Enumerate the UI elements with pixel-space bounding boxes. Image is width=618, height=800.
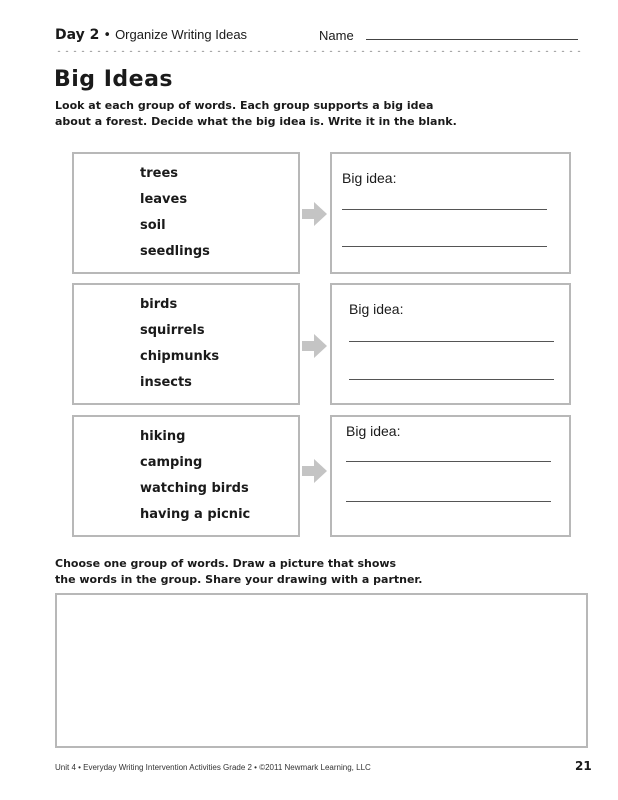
word-item: squirrels (140, 323, 205, 338)
big-idea-label: Big idea: (349, 301, 404, 317)
right-arrow-icon (300, 200, 330, 228)
word-item: watching birds (140, 481, 249, 496)
instructions-line: Look at each group of words. Each group supports a big idea (55, 99, 434, 112)
big-idea-box (330, 415, 571, 537)
word-item: seedlings (140, 244, 210, 259)
big-idea-box (330, 283, 571, 405)
page-footer: Unit 4 • Everyday Writing Intervention Activities Grade 2 • ©2011 Newmark Learning, LLC (55, 763, 371, 772)
answer-line[interactable] (346, 501, 551, 502)
big-idea-label: Big idea: (342, 170, 397, 186)
page-title: Big Ideas (54, 67, 174, 92)
word-item: camping (140, 455, 203, 470)
word-item: having a picnic (140, 507, 251, 522)
word-item: trees (140, 166, 178, 181)
name-label: Name (319, 28, 354, 43)
drawing-instructions (55, 556, 525, 588)
drawing-area[interactable] (55, 593, 588, 748)
day-label: Day 2 (55, 27, 100, 43)
header-bullet: • (103, 28, 112, 43)
word-item: birds (140, 297, 178, 312)
right-arrow-icon (300, 457, 330, 485)
word-group-box (72, 415, 300, 537)
answer-line[interactable] (342, 209, 547, 210)
word-item: insects (140, 375, 192, 390)
drawing-instructions-line: the words in the group. Share your drawing with a partner. (55, 573, 423, 586)
name-field[interactable] (366, 39, 578, 40)
word-item: leaves (140, 192, 188, 207)
answer-line[interactable] (349, 341, 554, 342)
answer-line[interactable] (349, 379, 554, 380)
page-number: 21 (575, 759, 592, 773)
right-arrow-icon (300, 332, 330, 360)
header-subtitle: Organize Writing Ideas (115, 27, 248, 42)
answer-line[interactable] (346, 461, 551, 462)
page-header (55, 27, 585, 47)
word-group-box (72, 283, 300, 405)
instructions (55, 98, 525, 130)
answer-line[interactable] (342, 246, 547, 247)
word-item: chipmunks (140, 349, 220, 364)
instructions-line: about a forest. Decide what the big idea is. Write it in the blank. (55, 115, 457, 128)
big-idea-label: Big idea: (346, 423, 401, 439)
word-item: hiking (140, 429, 186, 444)
word-item: soil (140, 218, 166, 233)
drawing-instructions-line: Choose one group of words. Draw a picture that shows (55, 557, 397, 570)
big-idea-box (330, 152, 571, 274)
word-group-box (72, 152, 300, 274)
dotted-divider (55, 50, 585, 52)
